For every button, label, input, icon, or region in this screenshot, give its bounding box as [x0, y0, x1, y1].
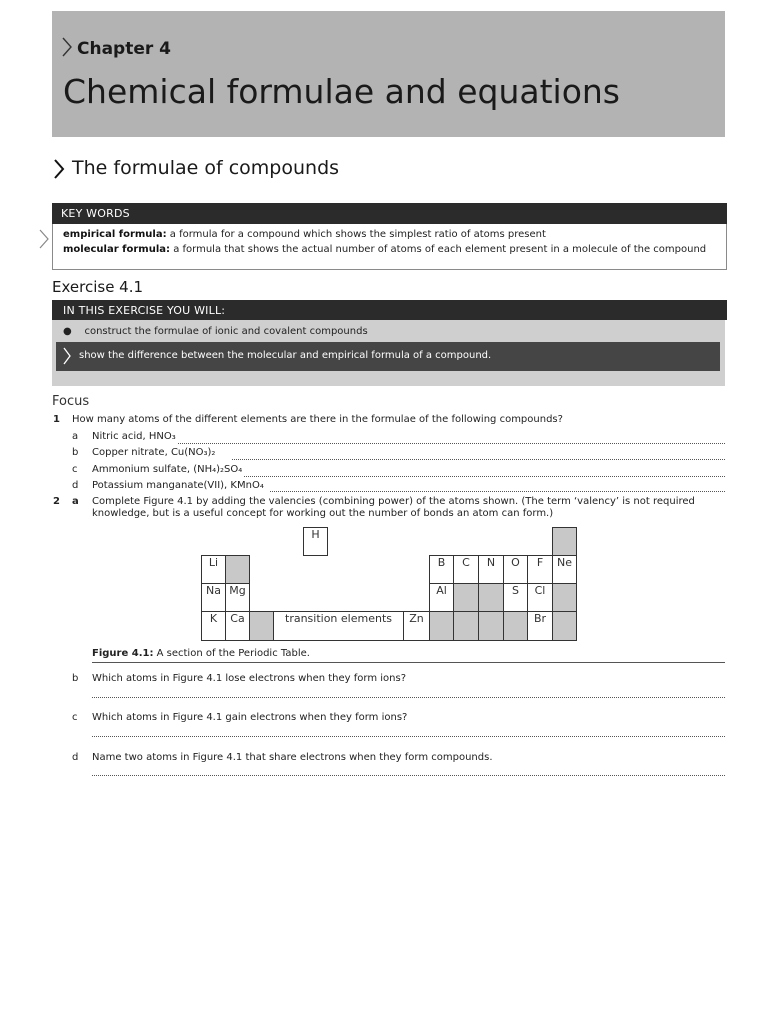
part-text: Potassium manganate(VII), KMnO₄ [92, 480, 264, 491]
question-number: 1 [53, 414, 60, 425]
question-text: How many atoms of the different elements are there in the formulae of the following compounds? [72, 414, 563, 425]
exercise-heading: IN THIS EXERCISE YOU WILL: [63, 304, 226, 317]
answer-line[interactable] [232, 459, 725, 460]
pt-cell-h[interactable]: H [303, 527, 328, 556]
chevron-right-icon [62, 346, 72, 366]
exercise-highlight-text: show the difference between the molecular and empirical formula of a compound. [79, 350, 492, 361]
part-letter: a [72, 431, 79, 442]
exercise-bullet: ● construct the formulae of ionic and covalent compounds [63, 326, 368, 337]
chevron-right-icon [52, 157, 66, 181]
pt-cell-blank[interactable] [225, 555, 250, 584]
chapter-title: Chemical formulae and equations [63, 72, 621, 111]
pt-cell-blank[interactable] [453, 583, 479, 612]
figure-caption: Figure 4.1: A section of the Periodic Table. [92, 648, 310, 659]
part-letter: b [72, 673, 79, 684]
part-text: Copper nitrate, Cu(NO₃)₂ [92, 447, 216, 458]
pt-cell-zn[interactable]: Zn [403, 611, 430, 641]
part-text: Nitric acid, HNO₃ [92, 431, 176, 442]
answer-line[interactable] [92, 736, 725, 737]
pt-cell-b[interactable]: B [429, 555, 454, 584]
focus-heading: Focus [52, 394, 90, 409]
part-letter: d [72, 480, 79, 491]
answer-line[interactable] [244, 476, 725, 477]
part-letter: a [72, 496, 79, 507]
pt-cell-mg[interactable]: Mg [225, 583, 250, 612]
pt-cell-br[interactable]: Br [527, 611, 553, 641]
pt-cell-f[interactable]: F [527, 555, 553, 584]
part-letter: c [72, 712, 78, 723]
part-letter: b [72, 447, 79, 458]
chapter-label: Chapter 4 [77, 39, 172, 59]
question-text: Complete Figure 4.1 by adding the valencies (combining power) of the atoms shown. (The term ‘valency’ is not required [92, 496, 695, 507]
figure-rule [92, 662, 725, 663]
part-letter: c [72, 464, 78, 475]
pt-cell-blank[interactable] [552, 527, 577, 556]
answer-line[interactable] [178, 443, 725, 444]
pt-cell-blank[interactable] [478, 611, 504, 641]
pt-cell-li[interactable]: Li [201, 555, 226, 584]
question-number: 2 [53, 496, 60, 507]
pt-cell-blank[interactable] [478, 583, 504, 612]
part-text: Which atoms in Figure 4.1 gain electrons when they form ions? [92, 712, 408, 723]
chevron-right-icon [38, 228, 50, 250]
pt-cell-blank[interactable] [429, 611, 454, 641]
key-word-molecular: molecular formula: a formula that shows the actual number of atoms of each element present in a molecule of the compound [63, 244, 707, 255]
pt-cell-n[interactable]: N [478, 555, 504, 584]
key-words-heading: KEY WORDS [61, 207, 130, 220]
pt-cell-cl[interactable]: Cl [527, 583, 553, 612]
answer-line[interactable] [270, 491, 725, 492]
key-words-header [52, 203, 727, 224]
pt-cell-ne[interactable]: Ne [552, 555, 577, 584]
pt-cell-blank[interactable] [453, 611, 479, 641]
part-letter: d [72, 752, 79, 763]
part-text: Which atoms in Figure 4.1 lose electrons when they form ions? [92, 673, 407, 684]
chevron-right-icon [60, 36, 74, 58]
pt-cell-blank[interactable] [249, 611, 274, 641]
bullet-icon: ● [63, 326, 72, 337]
pt-cell-ca[interactable]: Ca [225, 611, 250, 641]
question-text: knowledge, but is a useful concept for working out the number of bonds an atom can form.) [92, 508, 554, 519]
pt-cell-blank[interactable] [552, 611, 577, 641]
answer-line[interactable] [92, 697, 725, 698]
section-title: The formulae of compounds [72, 157, 340, 179]
pt-cell-al[interactable]: Al [429, 583, 454, 612]
pt-cell-c[interactable]: C [453, 555, 479, 584]
pt-cell-k[interactable]: K [201, 611, 226, 641]
part-text: Name two atoms in Figure 4.1 that share electrons when they form compounds. [92, 752, 493, 763]
pt-cell-s[interactable]: S [503, 583, 528, 612]
pt-cell-o[interactable]: O [503, 555, 528, 584]
key-word-empirical: empirical formula: a formula for a compound which shows the simplest ratio of atoms present [63, 229, 546, 240]
pt-cell-transition: transition elements [273, 611, 404, 641]
exercise-title: Exercise 4.1 [52, 278, 144, 296]
pt-cell-na[interactable]: Na [201, 583, 226, 612]
pt-cell-blank[interactable] [503, 611, 528, 641]
answer-line[interactable] [92, 775, 725, 776]
part-text: Ammonium sulfate, (NH₄)₂SO₄ [92, 464, 243, 475]
pt-cell-blank[interactable] [552, 583, 577, 612]
